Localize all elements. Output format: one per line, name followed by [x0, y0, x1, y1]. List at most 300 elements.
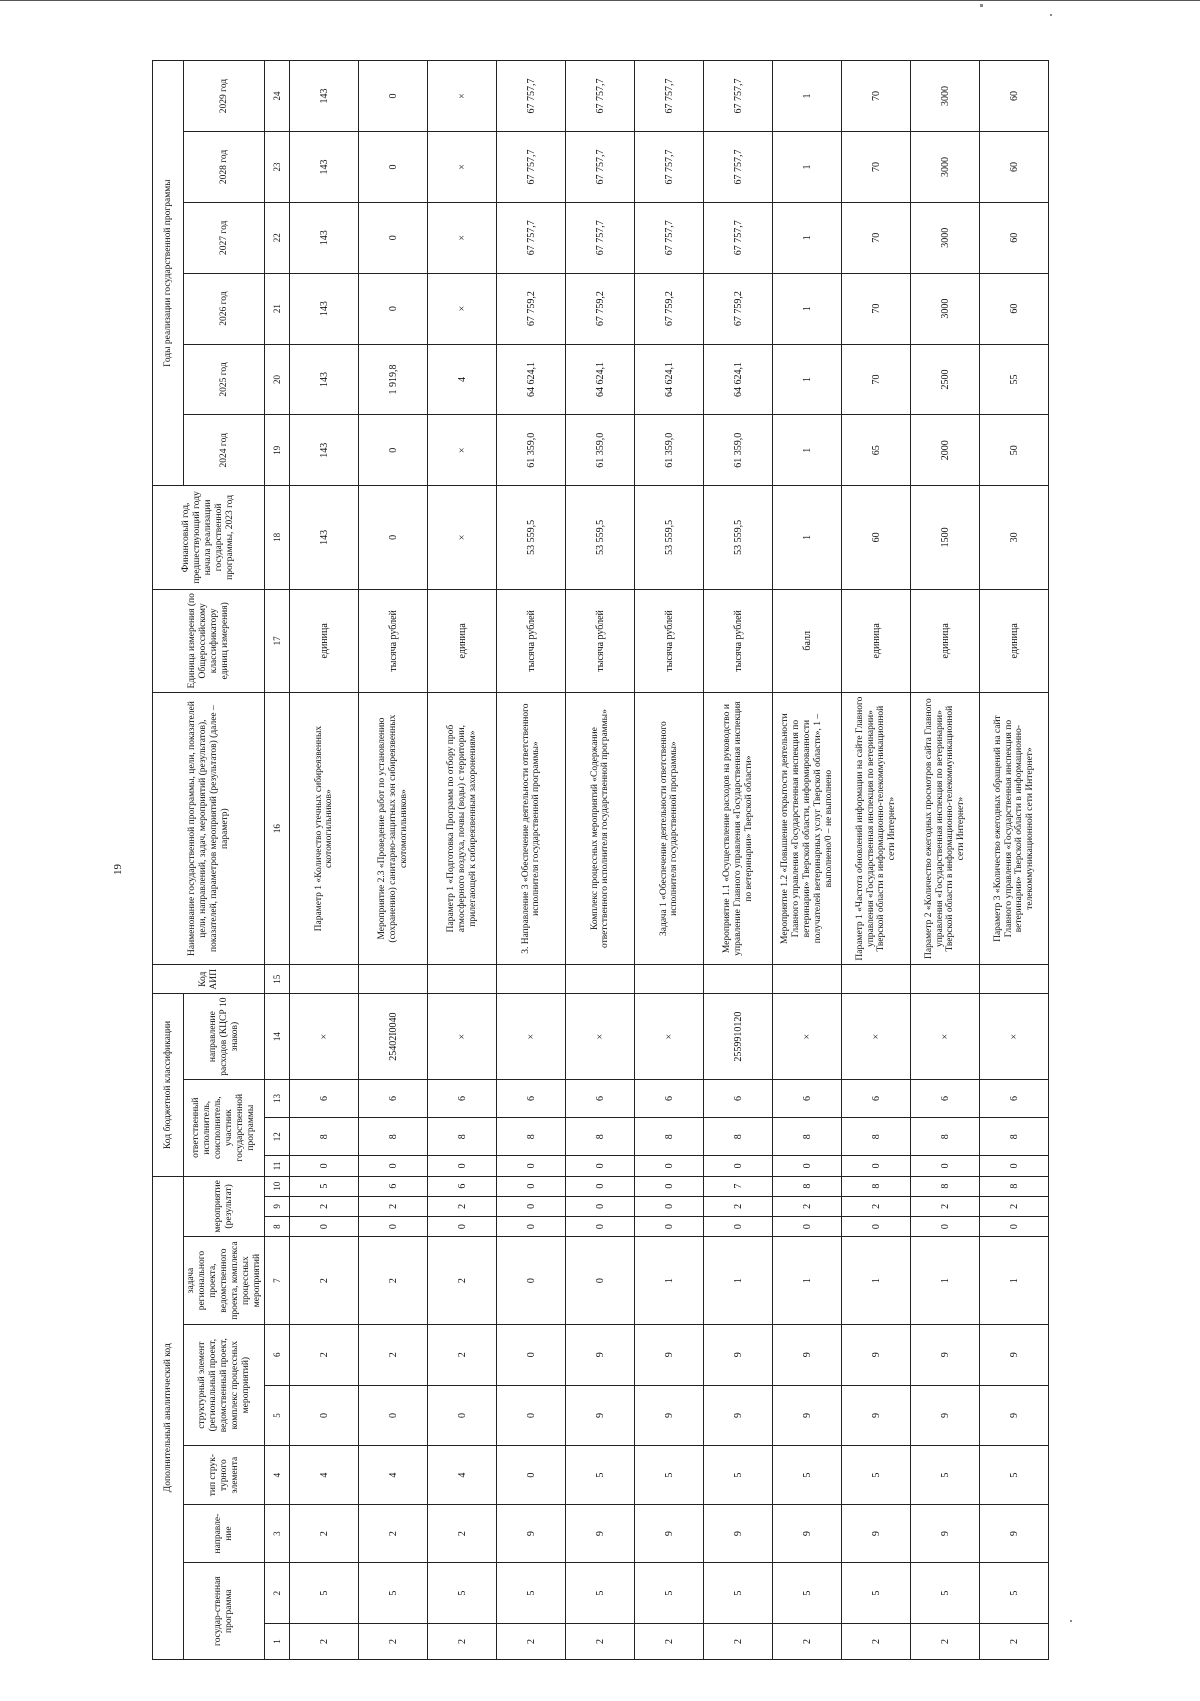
year-value-cell: 1 — [773, 415, 842, 486]
base-year-cell: 30 — [980, 486, 1049, 589]
column-number: 15 — [265, 965, 290, 994]
column-number: 11 — [265, 1156, 290, 1176]
table-row — [911, 61, 980, 1660]
header-year-2029: 2029 год — [184, 61, 265, 132]
header-task: задача регионального проекта, ведомственного проекта, комплекса процессных мероприятий — [184, 1237, 265, 1325]
code-cell: 2 — [566, 1624, 635, 1660]
year-value-cell: 65 — [842, 415, 911, 486]
code-cell: 6 — [566, 1079, 635, 1117]
code-cell: 0 — [566, 1217, 635, 1237]
code-cell: 9 — [773, 1385, 842, 1446]
item-name-cell: 3. Направление 3 «Обеспечение деятельности ответственного исполнителя государственной программы» — [497, 693, 566, 965]
scan-border-line — [0, 0, 1200, 1]
code-cell: 8 — [704, 1118, 773, 1156]
code-cell: 0 — [290, 1385, 359, 1446]
code-cell: 2 — [980, 1196, 1049, 1216]
code-cell: 8 — [980, 1176, 1049, 1196]
year-value-cell: 143 — [290, 61, 359, 132]
column-number: 17 — [265, 589, 290, 692]
code-cell: 6 — [980, 1079, 1049, 1117]
code-cell: 9 — [842, 1324, 911, 1385]
code-cell: 6 — [359, 1079, 428, 1117]
year-value-cell: 67 757,7 — [566, 202, 635, 273]
year-value-cell: 70 — [842, 344, 911, 415]
header-year-2026: 2026 год — [184, 273, 265, 344]
code-cell: 0 — [635, 1217, 704, 1237]
code-cell: 5 — [359, 1563, 428, 1624]
code-cell: 0 — [497, 1156, 566, 1176]
code-cell: 1 — [980, 1237, 1049, 1325]
year-value-cell: 70 — [842, 132, 911, 203]
header-measure: мероприятие (результат) — [184, 1176, 265, 1237]
column-number: 13 — [265, 1079, 290, 1117]
code-cell: 0 — [980, 1156, 1049, 1176]
year-value-cell: 3000 — [911, 61, 980, 132]
code-cell: 0 — [497, 1324, 566, 1385]
code-cell: 2 — [428, 1624, 497, 1660]
code-cell — [359, 965, 428, 994]
code-cell — [911, 965, 980, 994]
code-cell: 9 — [773, 1504, 842, 1562]
unit-cell: тысяча рублей — [497, 589, 566, 692]
year-value-cell: 67 757,7 — [704, 61, 773, 132]
column-number: 5 — [265, 1385, 290, 1446]
code-cell: 4 — [290, 1446, 359, 1504]
code-cell: 2 — [428, 1196, 497, 1216]
base-year-cell: 1500 — [911, 486, 980, 589]
code-cell: 2 — [428, 1237, 497, 1325]
year-value-cell: 143 — [290, 273, 359, 344]
year-value-cell: 4 — [428, 344, 497, 415]
code-cell: 9 — [842, 1504, 911, 1562]
year-value-cell: 67 757,7 — [704, 132, 773, 203]
code-cell: 5 — [428, 1563, 497, 1624]
code-cell — [290, 965, 359, 994]
table-row — [359, 61, 428, 1660]
code-cell: 8 — [773, 1118, 842, 1156]
code-cell: 5 — [497, 1563, 566, 1624]
code-cell: 2 — [911, 1624, 980, 1660]
code-cell: 5 — [635, 1563, 704, 1624]
column-number: 7 — [265, 1237, 290, 1325]
code-cell: 9 — [566, 1385, 635, 1446]
column-number: 14 — [265, 994, 290, 1079]
year-value-cell: 67 759,2 — [635, 273, 704, 344]
unit-cell: единица — [842, 589, 911, 692]
code-cell: 0 — [359, 1217, 428, 1237]
code-cell: 5 — [566, 1446, 635, 1504]
code-cell: 5 — [635, 1446, 704, 1504]
code-cell: 1 — [773, 1237, 842, 1325]
table-row — [635, 61, 704, 1660]
column-number: 20 — [265, 344, 290, 415]
year-value-cell: 3000 — [911, 202, 980, 273]
code-cell: 2 — [359, 1504, 428, 1562]
code-cell: 5 — [911, 1563, 980, 1624]
year-value-cell: 2500 — [911, 344, 980, 415]
code-cell: 9 — [704, 1324, 773, 1385]
code-cell: 8 — [842, 1176, 911, 1196]
code-cell: 0 — [566, 1196, 635, 1216]
code-cell: 7 — [704, 1176, 773, 1196]
column-number: 6 — [265, 1324, 290, 1385]
column-number: 12 — [265, 1118, 290, 1156]
header-gos-program: государ-ственная программа — [184, 1563, 265, 1660]
table-row — [428, 61, 497, 1660]
code-cell: 6 — [773, 1079, 842, 1117]
year-value-cell: 61 359,0 — [635, 415, 704, 486]
header-direction: направле-ние — [184, 1504, 265, 1562]
year-value-cell: 0 — [359, 202, 428, 273]
table-row — [980, 61, 1049, 1660]
code-cell: 0 — [704, 1156, 773, 1176]
year-value-cell: 1 — [773, 132, 842, 203]
item-name-cell: Комплекс процессных мероприятий «Содержание ответственного исполнителя государственной программы» — [566, 693, 635, 965]
item-name-cell: Мероприятие 1.2 «Повышение открытости деятельности Главного управления «Государственная инспекция по ветеринарии» Тверской области, информированности получателей ветеринарных услуг Тверской области», 1 – выполнено/0 – не выполнено — [773, 693, 842, 965]
code-cell: 2559910120 — [704, 994, 773, 1079]
code-cell: 0 — [290, 1156, 359, 1176]
code-cell: 2 — [773, 1624, 842, 1660]
year-value-cell: 60 — [980, 273, 1049, 344]
header-year-2025: 2025 год — [184, 344, 265, 415]
code-cell: 0 — [842, 1156, 911, 1176]
code-cell — [773, 965, 842, 994]
column-number: 16 — [265, 693, 290, 965]
code-cell: 5 — [290, 1176, 359, 1196]
base-year-cell: 1 — [773, 486, 842, 589]
base-year-cell: 53 559,5 — [635, 486, 704, 589]
year-value-cell: 67 759,2 — [704, 273, 773, 344]
code-cell: 2 — [842, 1624, 911, 1660]
year-value-cell: 0 — [359, 415, 428, 486]
year-value-cell: 0 — [359, 132, 428, 203]
code-cell: 5 — [980, 1563, 1049, 1624]
code-cell: 5 — [842, 1446, 911, 1504]
column-number: 4 — [265, 1446, 290, 1504]
code-cell: 6 — [359, 1176, 428, 1196]
code-cell: 5 — [566, 1563, 635, 1624]
year-value-cell: 1 919,8 — [359, 344, 428, 415]
code-cell: 8 — [773, 1176, 842, 1196]
code-cell: 2 — [290, 1624, 359, 1660]
code-cell — [428, 965, 497, 994]
code-cell: 8 — [911, 1176, 980, 1196]
code-cell: 2 — [704, 1624, 773, 1660]
year-value-cell: 64 624,1 — [635, 344, 704, 415]
year-value-cell: 64 624,1 — [566, 344, 635, 415]
code-cell: 8 — [428, 1118, 497, 1156]
unit-cell: тысяча рублей — [704, 589, 773, 692]
code-cell: 0 — [566, 1237, 635, 1325]
header-expense: направление расходов (КЦСР 10 знаков) — [184, 994, 265, 1079]
code-cell: 0 — [497, 1196, 566, 1216]
code-cell: 2 — [290, 1504, 359, 1562]
year-value-cell: 60 — [980, 61, 1049, 132]
code-cell: 2 — [497, 1624, 566, 1660]
table-row — [566, 61, 635, 1660]
year-value-cell: 3000 — [911, 132, 980, 203]
year-value-cell: 67 759,2 — [566, 273, 635, 344]
column-number: 18 — [265, 486, 290, 589]
code-cell: × — [773, 994, 842, 1079]
code-cell: 2 — [359, 1237, 428, 1325]
code-cell: 1 — [635, 1237, 704, 1325]
year-value-cell: 143 — [290, 415, 359, 486]
code-cell: 0 — [359, 1385, 428, 1446]
code-cell: 2 — [773, 1196, 842, 1216]
code-cell: 6 — [704, 1079, 773, 1117]
code-cell: 2 — [842, 1196, 911, 1216]
code-cell: 0 — [566, 1176, 635, 1196]
code-cell: 0 — [497, 1176, 566, 1196]
code-cell: 5 — [290, 1563, 359, 1624]
year-value-cell: 67 757,7 — [566, 132, 635, 203]
year-value-cell: 50 — [980, 415, 1049, 486]
year-value-cell: 0 — [359, 273, 428, 344]
code-cell: 8 — [566, 1118, 635, 1156]
column-number: 1 — [265, 1624, 290, 1660]
code-cell: 9 — [980, 1324, 1049, 1385]
header-year-2024: 2024 год — [184, 415, 265, 486]
code-cell: 1 — [911, 1237, 980, 1325]
code-cell: 0 — [773, 1217, 842, 1237]
code-cell: × — [290, 994, 359, 1079]
code-cell: 6 — [428, 1176, 497, 1196]
page-number: 19 — [112, 864, 124, 875]
item-name-cell: Параметр 2 «Количество ежегодных просмотров сайта Главного управления «Государственная инспекция по ветеринарии» Тверской области в информационно-телекоммуникационной сети Интернет» — [911, 693, 980, 965]
code-cell: 2 — [428, 1324, 497, 1385]
year-value-cell: 0 — [359, 61, 428, 132]
code-cell — [497, 965, 566, 994]
year-value-cell: 143 — [290, 202, 359, 273]
code-cell: 0 — [842, 1217, 911, 1237]
table-body — [290, 61, 1049, 1660]
year-value-cell: 67 757,7 — [497, 202, 566, 273]
code-cell: 0 — [428, 1385, 497, 1446]
code-cell: 8 — [359, 1118, 428, 1156]
code-cell: 9 — [566, 1504, 635, 1562]
item-name-cell: Параметр 3 «Количество ежегодных обращений на сайт Главного управления «Государственная инспекция по ветеринарии» Тверской области в информационно-телекоммуникационной сети Интернет» — [980, 693, 1049, 965]
item-name-cell: Параметр 1 «Количество утечных сибиреязвенных скотомогильников» — [290, 693, 359, 965]
header-year-2028: 2028 год — [184, 132, 265, 203]
code-cell: 0 — [497, 1237, 566, 1325]
code-cell: 0 — [428, 1156, 497, 1176]
code-cell: 9 — [773, 1324, 842, 1385]
code-cell: 0 — [359, 1156, 428, 1176]
table-row — [497, 61, 566, 1660]
column-number: 24 — [265, 61, 290, 132]
code-cell: 6 — [428, 1079, 497, 1117]
base-year-cell: 60 — [842, 486, 911, 589]
item-name-cell: Параметр 1 «Частота обновлений информации на сайте Главного управления «Государственная инспекция по ветеринарии» Тверской области в информационно-телекоммуникационной сети Интернет» — [842, 693, 911, 965]
year-value-cell: 60 — [980, 132, 1049, 203]
header-struct-element: структурный элемент (региональный проект, ведомственный проект, комплекс процессных мероприятий) — [184, 1324, 265, 1445]
year-value-cell: × — [428, 132, 497, 203]
code-cell: 5 — [773, 1446, 842, 1504]
code-cell: 6 — [635, 1079, 704, 1117]
rotated-page-content — [152, 60, 1200, 1660]
item-name-cell: Мероприятие 1.1 «Осуществление расходов на руководство и управление Главного управления «Государственная инспекция по ветеринарии» Тверской области» — [704, 693, 773, 965]
unit-cell: тысяча рублей — [359, 589, 428, 692]
column-number: 2 — [265, 1563, 290, 1624]
unit-cell: балл — [773, 589, 842, 692]
header-years-group: Годы реализации государственной программы — [153, 61, 184, 486]
year-value-cell: 2000 — [911, 415, 980, 486]
year-value-cell: 143 — [290, 132, 359, 203]
year-value-cell: 1 — [773, 202, 842, 273]
code-cell: 0 — [290, 1217, 359, 1237]
unit-cell: единица — [428, 589, 497, 692]
scan-speck — [980, 4, 983, 7]
code-cell: × — [566, 994, 635, 1079]
code-cell: 6 — [911, 1079, 980, 1117]
year-value-cell: 70 — [842, 202, 911, 273]
year-value-cell: × — [428, 61, 497, 132]
code-cell: 0 — [428, 1217, 497, 1237]
column-number-row — [265, 61, 290, 1660]
code-cell: 4 — [359, 1446, 428, 1504]
code-cell: 9 — [911, 1504, 980, 1562]
header-executor: ответственный исполнитель, соисполнитель, участник государственной программы — [184, 1079, 265, 1176]
column-number: 19 — [265, 415, 290, 486]
year-value-cell: 67 757,7 — [566, 61, 635, 132]
code-cell: 0 — [497, 1385, 566, 1446]
year-value-cell: 61 359,0 — [497, 415, 566, 486]
year-value-cell: 70 — [842, 61, 911, 132]
code-cell: 0 — [911, 1156, 980, 1176]
header-aip-code: Код АИП — [153, 965, 265, 994]
code-cell: 8 — [842, 1118, 911, 1156]
column-number: 9 — [265, 1196, 290, 1216]
code-cell: 9 — [911, 1324, 980, 1385]
code-cell: 9 — [980, 1385, 1049, 1446]
header-unit: Единица измерения (по Общероссийскому классификатору единиц измерения) — [153, 589, 265, 692]
code-cell: × — [980, 994, 1049, 1079]
code-cell: 0 — [497, 1217, 566, 1237]
code-cell: 9 — [566, 1324, 635, 1385]
header-struct-type: тип струк-турного элемента — [184, 1446, 265, 1504]
year-value-cell: 60 — [980, 202, 1049, 273]
year-value-cell: 61 359,0 — [704, 415, 773, 486]
code-cell: 1 — [842, 1237, 911, 1325]
table-row — [704, 61, 773, 1660]
unit-cell: единица — [290, 589, 359, 692]
code-cell: 0 — [980, 1217, 1049, 1237]
code-cell: 0 — [497, 1446, 566, 1504]
code-cell: 5 — [704, 1563, 773, 1624]
year-value-cell: 1 — [773, 273, 842, 344]
header-name: Наименование государственной программы, цели, показателей цели, направлений, задач, мероприятий (результатов), показателей, параметров мероприятий (результатов) (далее – параметр) — [153, 693, 265, 965]
code-cell: 2 — [980, 1624, 1049, 1660]
header-base-year: Финансовый год, предшествующий году начала реализации государственной программы, 2023 год — [153, 486, 265, 589]
code-cell: 2 — [359, 1324, 428, 1385]
code-cell: 9 — [635, 1504, 704, 1562]
year-value-cell: 67 757,7 — [497, 132, 566, 203]
code-cell — [704, 965, 773, 994]
unit-cell: тысяча рублей — [635, 589, 704, 692]
column-number: 10 — [265, 1176, 290, 1196]
code-cell — [635, 965, 704, 994]
unit-cell: тысяча рублей — [566, 589, 635, 692]
code-cell: × — [428, 994, 497, 1079]
base-year-cell: 53 559,5 — [704, 486, 773, 589]
code-cell: 2 — [359, 1624, 428, 1660]
year-value-cell: 64 624,1 — [497, 344, 566, 415]
base-year-cell: 53 559,5 — [497, 486, 566, 589]
code-cell: 9 — [980, 1504, 1049, 1562]
code-cell: 8 — [290, 1118, 359, 1156]
code-cell: × — [911, 994, 980, 1079]
code-cell: 5 — [842, 1563, 911, 1624]
code-cell: 8 — [635, 1118, 704, 1156]
year-value-cell: 1 — [773, 344, 842, 415]
item-name-cell: Задача 1 «Обеспечение деятельности ответственного исполнителя государственной программы» — [635, 693, 704, 965]
code-cell: × — [497, 994, 566, 1079]
column-number: 8 — [265, 1217, 290, 1237]
code-cell: 5 — [773, 1563, 842, 1624]
code-cell: 9 — [497, 1504, 566, 1562]
code-cell: 6 — [842, 1079, 911, 1117]
code-cell: × — [842, 994, 911, 1079]
code-cell: 2 — [635, 1624, 704, 1660]
header-year-2027: 2027 год — [184, 202, 265, 273]
year-value-cell: 67 757,7 — [635, 61, 704, 132]
code-cell: 9 — [635, 1324, 704, 1385]
code-cell: 4 — [428, 1446, 497, 1504]
program-table — [152, 60, 1049, 1660]
code-cell — [566, 965, 635, 994]
code-cell: 9 — [842, 1385, 911, 1446]
code-cell: 9 — [704, 1385, 773, 1446]
base-year-cell: 53 559,5 — [566, 486, 635, 589]
year-value-cell: 67 757,7 — [704, 202, 773, 273]
year-value-cell: 3000 — [911, 273, 980, 344]
code-cell — [842, 965, 911, 994]
year-value-cell: 70 — [842, 273, 911, 344]
year-value-cell: 1 — [773, 61, 842, 132]
code-cell: 8 — [497, 1118, 566, 1156]
code-cell: 2 — [290, 1237, 359, 1325]
code-cell: 2 — [428, 1504, 497, 1562]
code-cell: 5 — [911, 1446, 980, 1504]
column-number: 21 — [265, 273, 290, 344]
code-cell: 2 — [290, 1324, 359, 1385]
year-value-cell: 55 — [980, 344, 1049, 415]
year-value-cell: × — [428, 273, 497, 344]
table-row — [773, 61, 842, 1660]
year-value-cell: 143 — [290, 344, 359, 415]
code-cell: × — [635, 994, 704, 1079]
year-value-cell: 67 759,2 — [497, 273, 566, 344]
code-cell: 8 — [980, 1118, 1049, 1156]
code-cell: 5 — [704, 1446, 773, 1504]
code-cell: 1 — [704, 1237, 773, 1325]
year-value-cell: 67 757,7 — [497, 61, 566, 132]
year-value-cell: 67 757,7 — [635, 202, 704, 273]
code-cell — [980, 965, 1049, 994]
year-value-cell: 61 359,0 — [566, 415, 635, 486]
header-budget-code: Код бюджетной классификации — [153, 994, 184, 1176]
code-cell: 2 — [359, 1196, 428, 1216]
base-year-cell: 143 — [290, 486, 359, 589]
column-number: 3 — [265, 1504, 290, 1562]
code-cell: 2 — [290, 1196, 359, 1216]
year-value-cell: 67 757,7 — [635, 132, 704, 203]
base-year-cell: 0 — [359, 486, 428, 589]
code-cell: 6 — [497, 1079, 566, 1117]
code-cell: 0 — [635, 1196, 704, 1216]
header-additional-code: Дополнительный аналитический код — [153, 1176, 184, 1659]
